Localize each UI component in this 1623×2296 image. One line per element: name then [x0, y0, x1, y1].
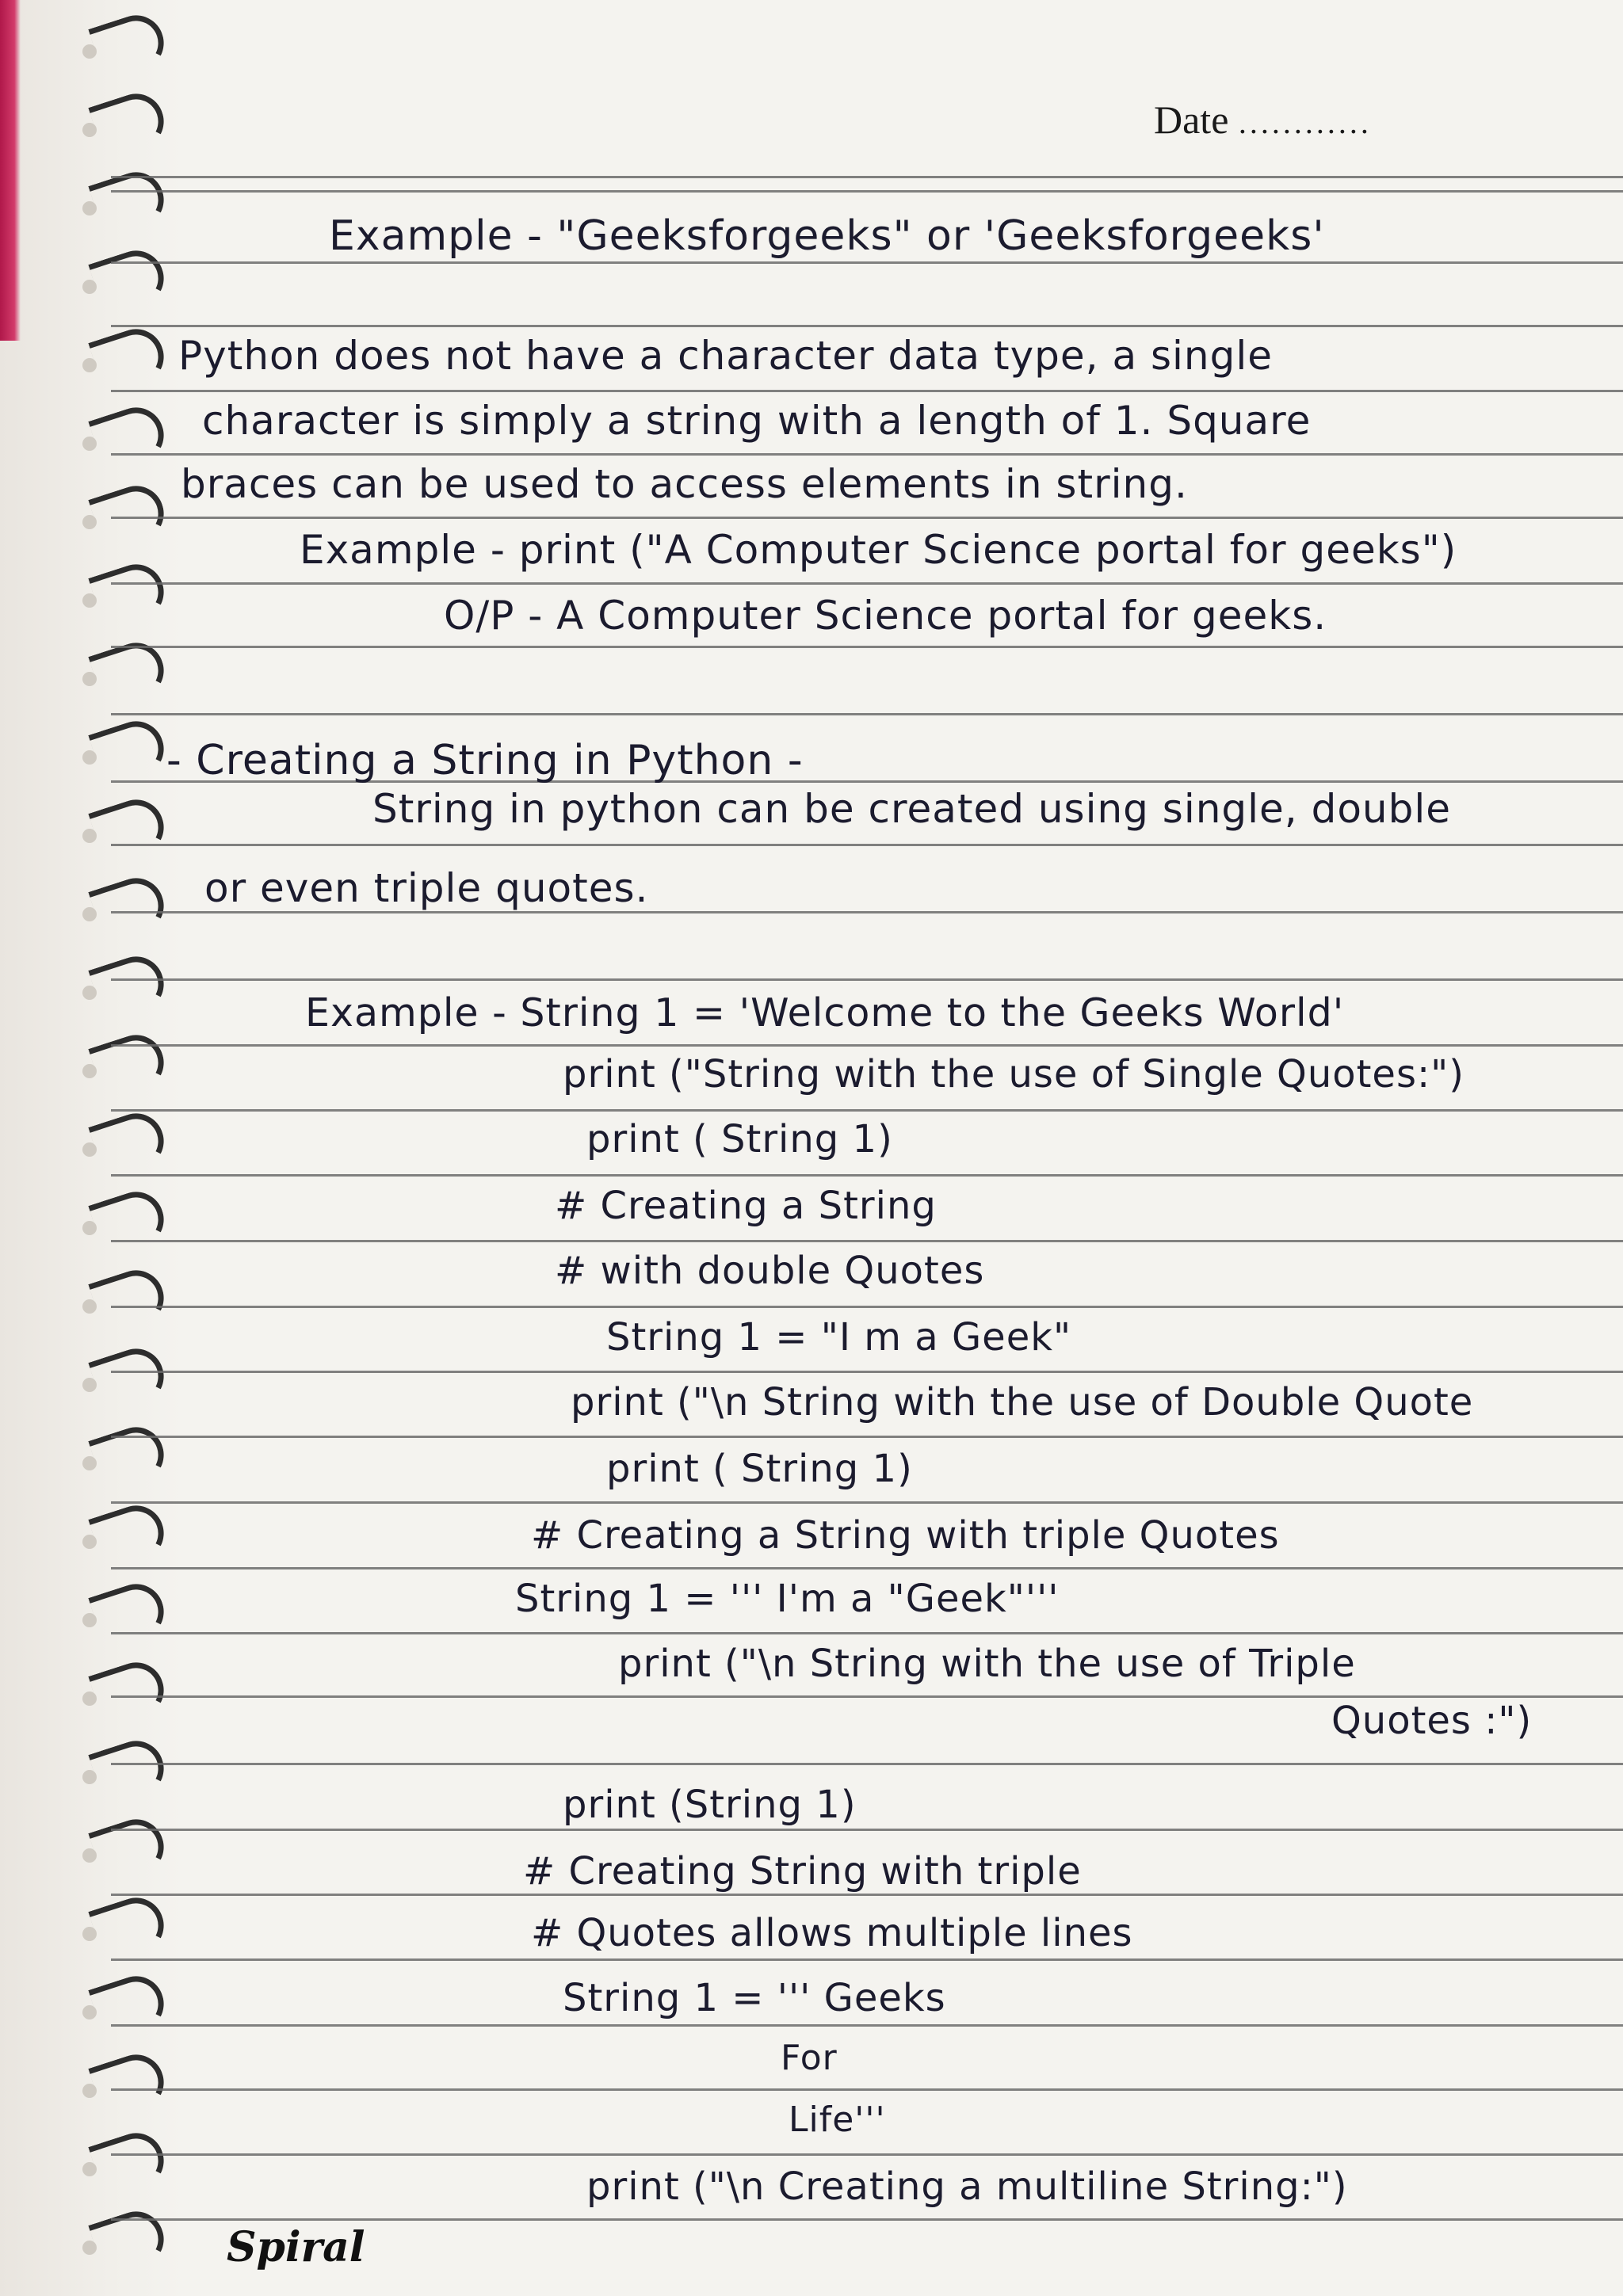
ruled-line: [111, 844, 1623, 846]
notebook-brand-logo: Spiral: [227, 2223, 365, 2271]
punch-hole: [82, 358, 97, 372]
code-line-3: print ( String 1): [586, 1117, 893, 1161]
code-line-10: String 1 = ''' I'm a "Geek"''': [515, 1577, 1060, 1621]
punch-hole: [82, 2162, 97, 2176]
punch-hole: [82, 1770, 97, 1784]
ruled-line: [111, 261, 1623, 264]
ruled-line: [111, 1044, 1623, 1047]
ruled-line: [111, 176, 1623, 178]
ruled-line: [111, 1240, 1623, 1242]
ruled-line: [111, 582, 1623, 585]
ruled-line: [111, 1306, 1623, 1308]
example-heading-line: Example - "Geeksforgeeks" or 'Geeksforgeeks': [329, 212, 1325, 260]
punch-hole: [82, 1848, 97, 1863]
date-field: [1154, 97, 1372, 143]
ruled-line: [111, 453, 1623, 456]
code-line-14: # Creating String with triple: [523, 1849, 1082, 1894]
ruled-line: [111, 1501, 1623, 1504]
ruled-line: [111, 646, 1623, 648]
paragraph-line-3: braces can be used to access elements in string.: [181, 461, 1188, 507]
punch-hole: [82, 1378, 97, 1392]
date-label: Date: [1154, 97, 1229, 142]
code-line-2: print ("String with the use of Single Quotes:"): [563, 1052, 1465, 1097]
punch-hole: [82, 672, 97, 686]
code-line-6: String 1 = "I m a Geek": [606, 1315, 1072, 1360]
notebook-cover-edge: [0, 0, 21, 341]
punch-hole: [82, 2005, 97, 2019]
punch-hole: [82, 1064, 97, 1078]
punch-hole: [82, 829, 97, 843]
ruled-line: [111, 517, 1623, 519]
ruled-line: [111, 1958, 1623, 1961]
punch-hole: [82, 44, 97, 59]
ruled-line: [111, 390, 1623, 392]
punch-hole: [82, 201, 97, 215]
punch-hole: [82, 986, 97, 1000]
ruled-line: [111, 1371, 1623, 1373]
ruled-line: [111, 1436, 1623, 1438]
punch-hole: [82, 1299, 97, 1314]
code-line-16: String 1 = ''' Geeks: [563, 1976, 946, 2020]
punch-hole: [82, 437, 97, 451]
ruled-line: [111, 1763, 1623, 1765]
ruled-line: [111, 1894, 1623, 1896]
punch-hole: [82, 1456, 97, 1470]
section-text-line-1: String in python can be created using single, double: [372, 786, 1452, 832]
code-line-19: print ("\n Creating a multiline String:"): [586, 2164, 1348, 2209]
punch-hole: [82, 1691, 97, 1706]
punch-hole: [82, 2084, 97, 2098]
date-blank: ............: [1238, 105, 1372, 140]
paragraph-line-1: Python does not have a character data type, a single: [178, 333, 1274, 379]
code-line-4: # Creating a String: [555, 1184, 937, 1228]
code-line-13: print (String 1): [563, 1783, 857, 1827]
code-line-1: Example - String 1 = 'Welcome to the Geeks World': [305, 990, 1345, 1035]
punch-hole: [82, 593, 97, 608]
ruled-line: [111, 2088, 1623, 2091]
section-text-line-2: or even triple quotes.: [204, 865, 649, 911]
punch-hole: [82, 1613, 97, 1627]
punch-hole: [82, 1221, 97, 1235]
ruled-line: [111, 2024, 1623, 2027]
code-line-15: # Quotes allows multiple lines: [531, 1911, 1133, 1955]
ruled-line: [111, 325, 1623, 327]
ruled-line: [111, 1109, 1623, 1112]
code-line-11: print ("\n String with the use of Triple: [618, 1642, 1356, 1686]
output-line: O/P - A Computer Science portal for geeks.: [444, 593, 1327, 639]
ruled-line: [111, 1695, 1623, 1698]
paragraph-line-2: character is simply a string with a length of 1. Square: [202, 398, 1312, 444]
ruled-line: [111, 1632, 1623, 1634]
ruled-line: [111, 2153, 1623, 2156]
ruled-line: [111, 2218, 1623, 2221]
code-line-8: print ( String 1): [606, 1447, 913, 1491]
code-line-9: # Creating a String with triple Quotes: [531, 1513, 1280, 1558]
ruled-line: [111, 713, 1623, 715]
punch-hole: [82, 1142, 97, 1157]
ruled-line: [111, 911, 1623, 913]
code-line-7: print ("\n String with the use of Double Quote: [571, 1380, 1474, 1425]
code-line-5: # with double Quotes: [555, 1249, 985, 1293]
ruled-line: [111, 978, 1623, 981]
ruled-line: [111, 1174, 1623, 1177]
punch-hole: [82, 1535, 97, 1549]
ruled-line: [111, 190, 1623, 193]
punch-hole: [82, 515, 97, 529]
punch-hole: [82, 1927, 97, 1941]
punch-hole: [82, 280, 97, 294]
punch-hole: [82, 907, 97, 921]
code-line-18: Life''': [789, 2100, 886, 2140]
code-line-12: Quotes :"): [1331, 1699, 1533, 1743]
example-print-line: Example - print ("A Computer Science portal for geeks"): [300, 527, 1457, 573]
code-line-17: For: [781, 2038, 838, 2078]
ruled-line: [111, 1829, 1623, 1831]
punch-hole: [82, 750, 97, 765]
section-heading-creating-string: - Creating a String in Python -: [166, 737, 804, 784]
punch-hole: [82, 123, 97, 137]
punch-hole: [82, 2241, 97, 2255]
ruled-line: [111, 1567, 1623, 1569]
